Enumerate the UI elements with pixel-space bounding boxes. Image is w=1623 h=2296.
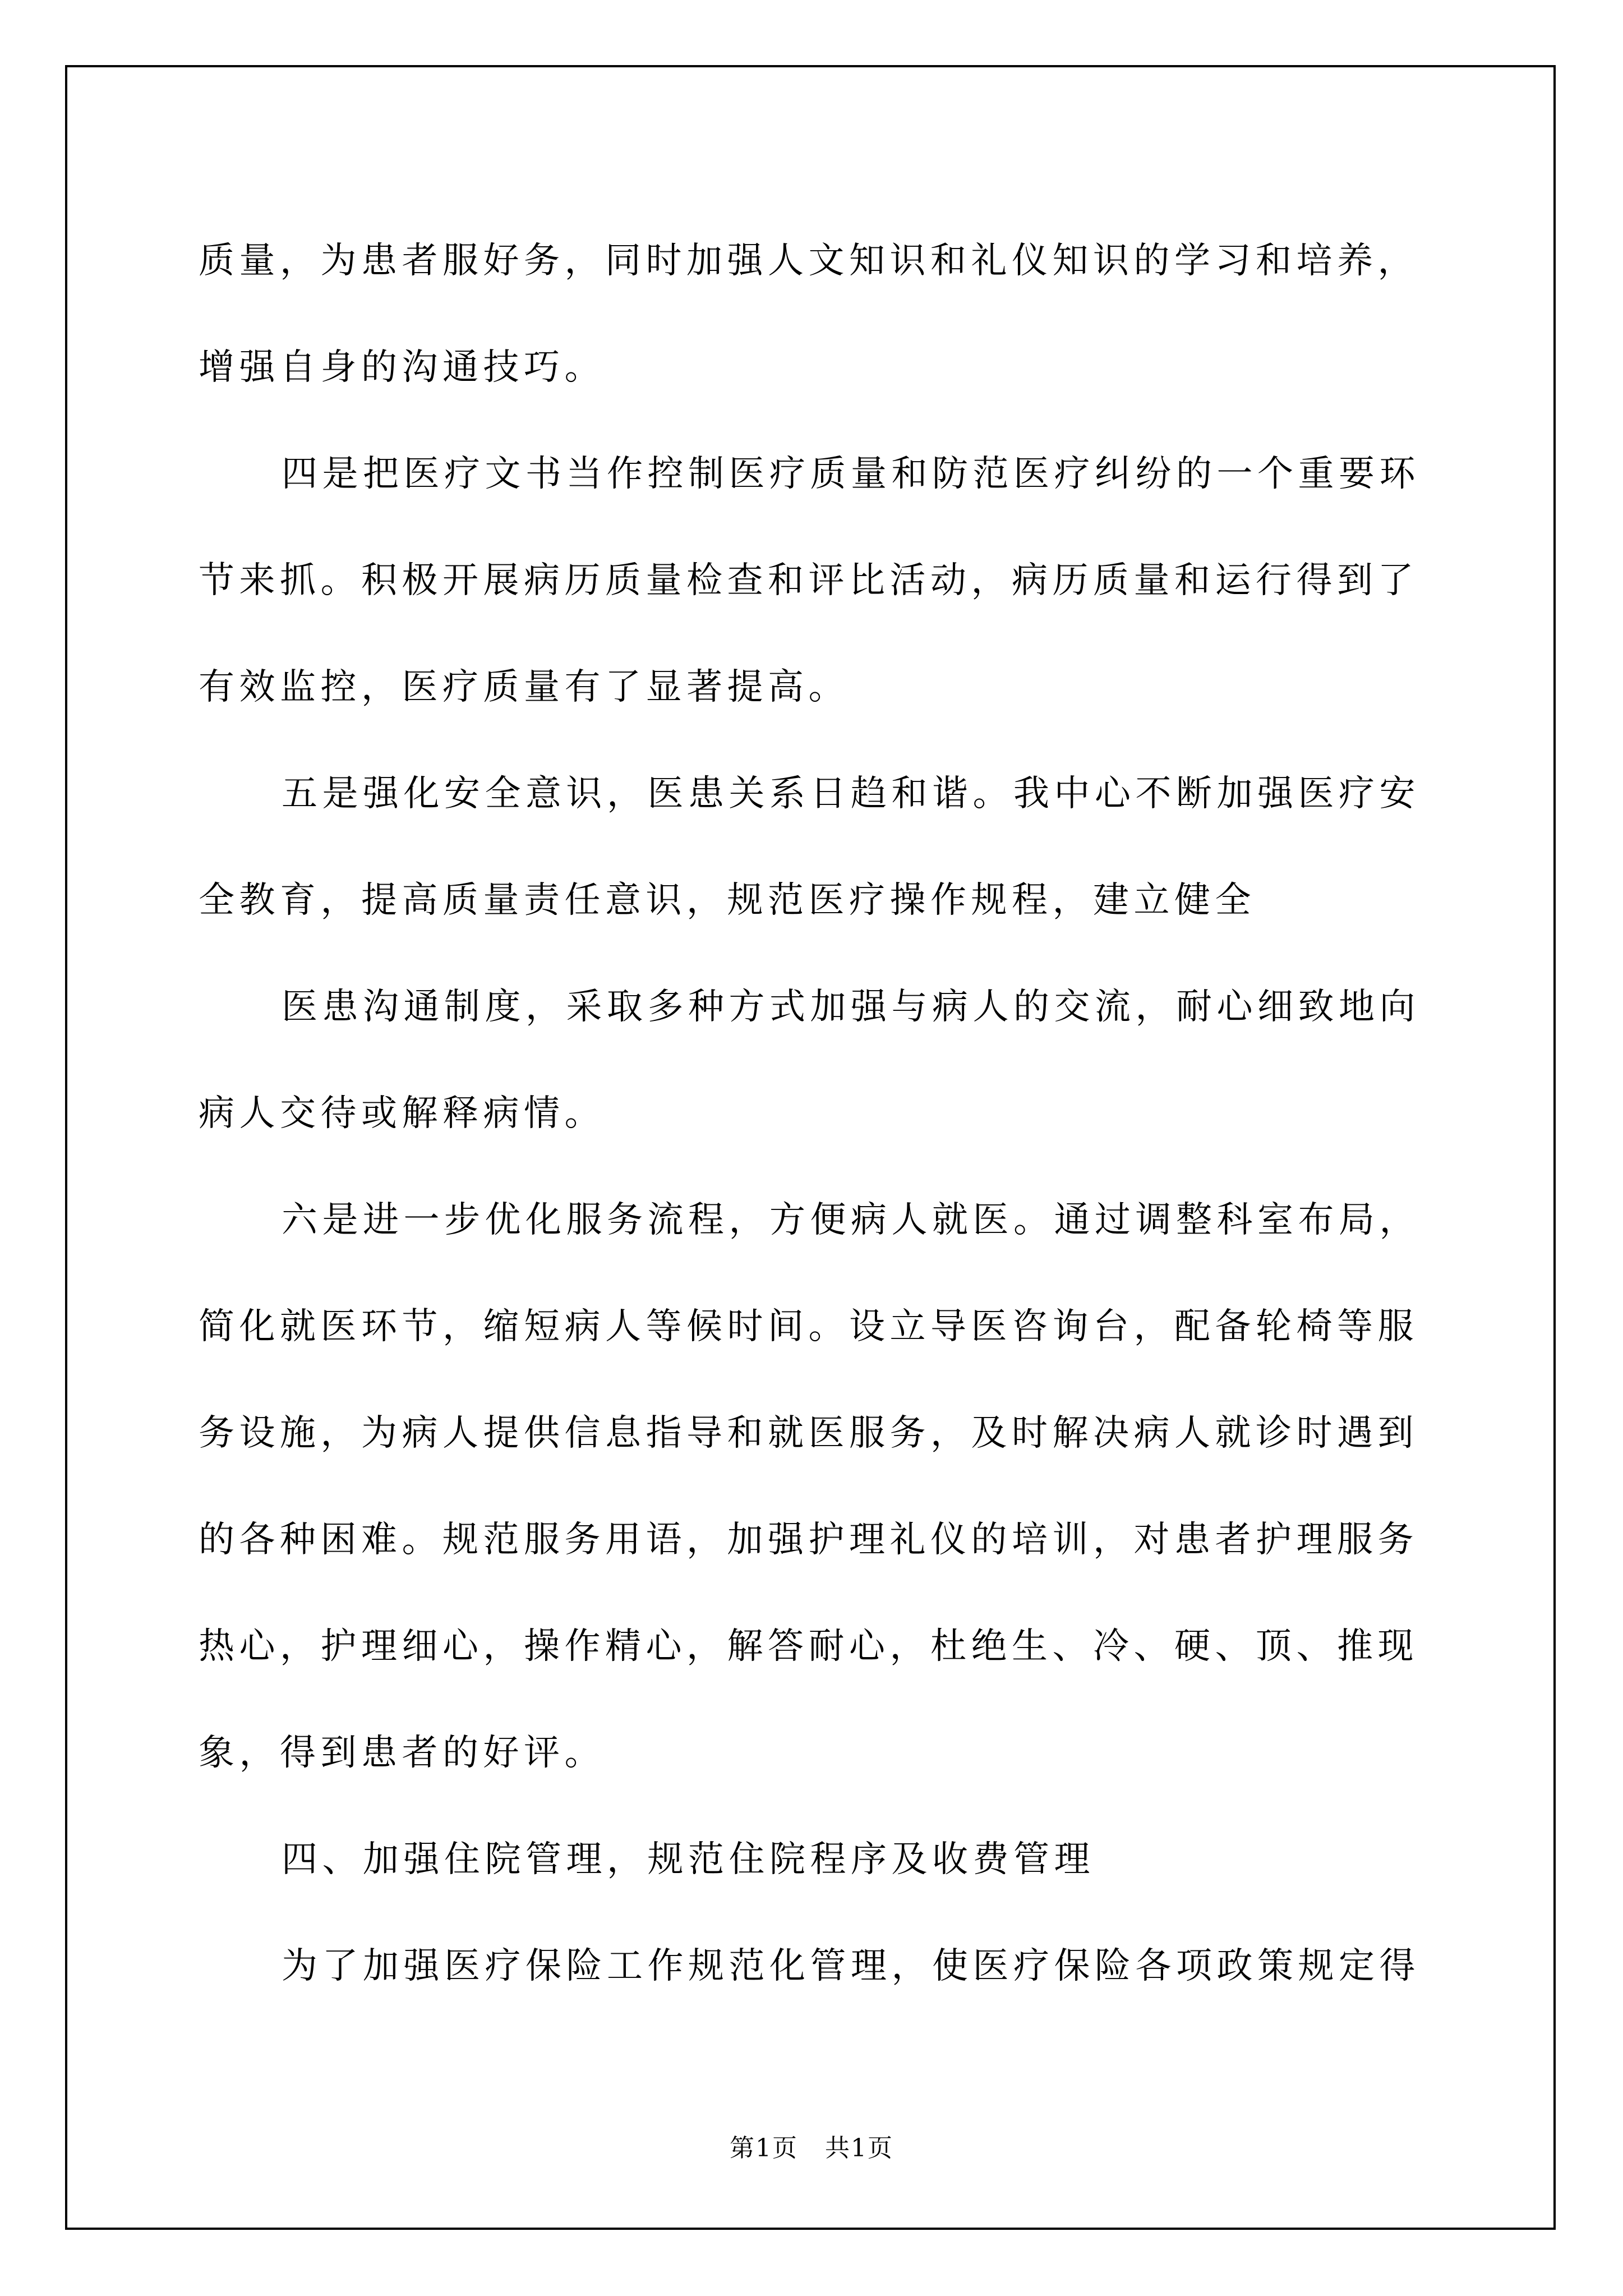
paragraph-line: 有效监控，医疗质量有了显著提高。 xyxy=(199,666,849,708)
paragraph-line: 为了加强医疗保险工作规范化管理，使医疗保险各项政策规定得 xyxy=(282,1945,1420,1987)
paragraph-line: 全教育，提高质量责任意识，规范医疗操作规程，建立健全 xyxy=(199,880,1256,921)
page-footer xyxy=(0,2128,1623,2164)
paragraph-line: 节来抓。积极开展病历质量检查和评比活动，病历质量和运行得到了 xyxy=(199,560,1418,601)
paragraph-line: 质量，为患者服好务，同时加强人文知识和礼仪知识的学习和培养， xyxy=(199,240,1418,282)
section-heading: 四、加强住院管理，规范住院程序及收费管理 xyxy=(282,1839,1095,1880)
paragraph-line: 病人交待或解释病情。 xyxy=(199,1093,605,1134)
paragraph-line: 六是进一步优化服务流程，方便病人就医。通过调整科室布局， xyxy=(282,1199,1420,1241)
paragraph-line: 增强自身的沟通技巧。 xyxy=(199,347,605,388)
paragraph-line: 医患沟通制度，采取多种方式加强与病人的交流，耐心细致地向 xyxy=(282,986,1420,1028)
paragraph-line: 热心，护理细心，操作精心，解答耐心，杜绝生、冷、硬、顶、推现 xyxy=(199,1626,1418,1667)
document-body xyxy=(199,208,1432,2019)
paragraph-line: 五是强化安全意识，医患关系日趋和谐。我中心不断加强医疗安 xyxy=(282,773,1420,815)
page-number: 第1页 共1页 xyxy=(730,2134,893,2162)
paragraph-line: 简化就医环节，缩短病人等候时间。设立导医咨询台，配备轮椅等服 xyxy=(199,1306,1418,1347)
paragraph-line: 的各种困难。规范服务用语，加强护理礼仪的培训，对患者护理服务 xyxy=(199,1519,1418,1561)
paragraph-line: 四是把医疗文书当作控制医疗质量和防范医疗纠纷的一个重要环 xyxy=(282,453,1420,495)
paragraph-line: 象，得到患者的好评。 xyxy=(199,1732,605,1774)
paragraph-line: 务设施，为病人提供信息指导和就医服务，及时解决病人就诊时遇到 xyxy=(199,1412,1418,1454)
